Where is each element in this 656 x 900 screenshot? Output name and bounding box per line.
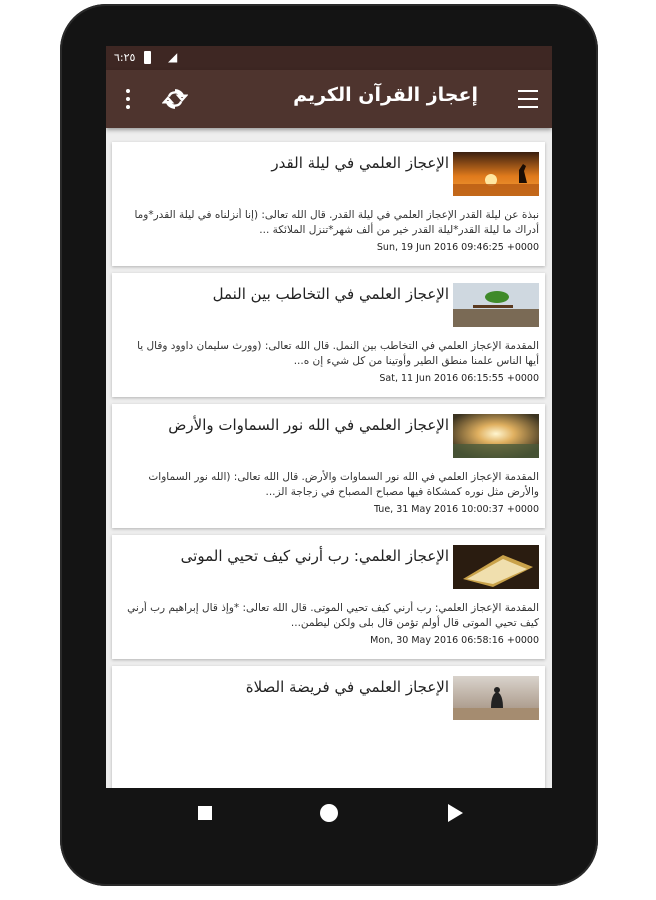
status-time: ٦:٢٥	[114, 51, 136, 64]
app-screen	[106, 46, 552, 788]
article-title: الإعجاز العلمي في ليلة القدر	[271, 154, 449, 172]
article-list	[106, 128, 552, 788]
article-thumbnail	[453, 676, 539, 720]
article-snippet: نبذة عن ليلة القدر الإعجاز العلمي في ليلة القدر. قال الله تعالى: (إنا أنزلناه في ليلة القدر*وما أدراك ما ليلة القدر*ليلة القدر خير من ألف شهر*تنزل الملائكة ...	[134, 209, 539, 236]
article-title: الإعجاز العلمي في التخاطب بين النمل	[212, 285, 449, 303]
app-title: إعجاز القرآن الكريم	[293, 84, 478, 106]
article-snippet: المقدمة الإعجاز العلمي في الله نور السماوات والأرض. قال الله تعالى: (الله نور السماوات والأرض مثل نوره كمشكاة فيها مصباح المصباح في زجاجة الز...	[148, 471, 539, 498]
article-date: Sun, 19 Jun 2016 09:46:25 +0000	[376, 242, 539, 253]
article-card[interactable]	[112, 666, 545, 788]
article-thumbnail	[453, 414, 539, 458]
article-card[interactable]	[112, 273, 545, 397]
article-thumbnail	[453, 283, 539, 327]
article-date: Sat, 11 Jun 2016 06:15:55 +0000	[379, 373, 539, 384]
article-card[interactable]	[112, 535, 545, 659]
back-triangle-icon[interactable]	[448, 804, 463, 822]
navigation-bar	[106, 788, 552, 840]
home-circle-icon[interactable]	[320, 804, 338, 822]
refresh-icon[interactable]	[158, 84, 192, 114]
app-bar	[106, 70, 552, 128]
article-date: Mon, 30 May 2016 06:58:16 +0000	[370, 635, 539, 646]
article-card[interactable]	[112, 142, 545, 266]
battery-icon	[144, 51, 151, 64]
article-thumbnail	[453, 152, 539, 196]
article-thumbnail	[453, 545, 539, 589]
recent-apps-square-icon[interactable]	[198, 806, 212, 820]
signal-icon: ◢	[168, 50, 178, 64]
article-title: الإعجاز العلمي: رب أرني كيف تحيي الموتى	[180, 547, 449, 565]
article-snippet: المقدمة الإعجاز العلمي: رب أرني كيف تحيي الموتى. قال الله تعالى: *وإذ قال إبراهيم رب أرني كيف تحيي الموتى قال أولم تؤمن قال بلى ولكن ليطمن...	[127, 602, 539, 629]
hamburger-menu-icon[interactable]	[514, 87, 542, 111]
article-card[interactable]	[112, 404, 545, 528]
article-title: الإعجاز العلمي في الله نور السماوات والأرض	[168, 416, 449, 434]
article-title: الإعجاز العلمي في فريضة الصلاة	[245, 678, 449, 696]
article-date: Tue, 31 May 2016 10:00:37 +0000	[373, 504, 539, 515]
overflow-menu-icon[interactable]	[120, 86, 136, 112]
article-snippet: المقدمة الإعجاز العلمي في التخاطب بين النمل. قال الله تعالى: (وورث سليمان داوود وقال يا أيها الناس علمنا منطق الطير وأوتينا من كل شيء إن ه...	[137, 340, 539, 367]
status-bar	[106, 46, 552, 70]
